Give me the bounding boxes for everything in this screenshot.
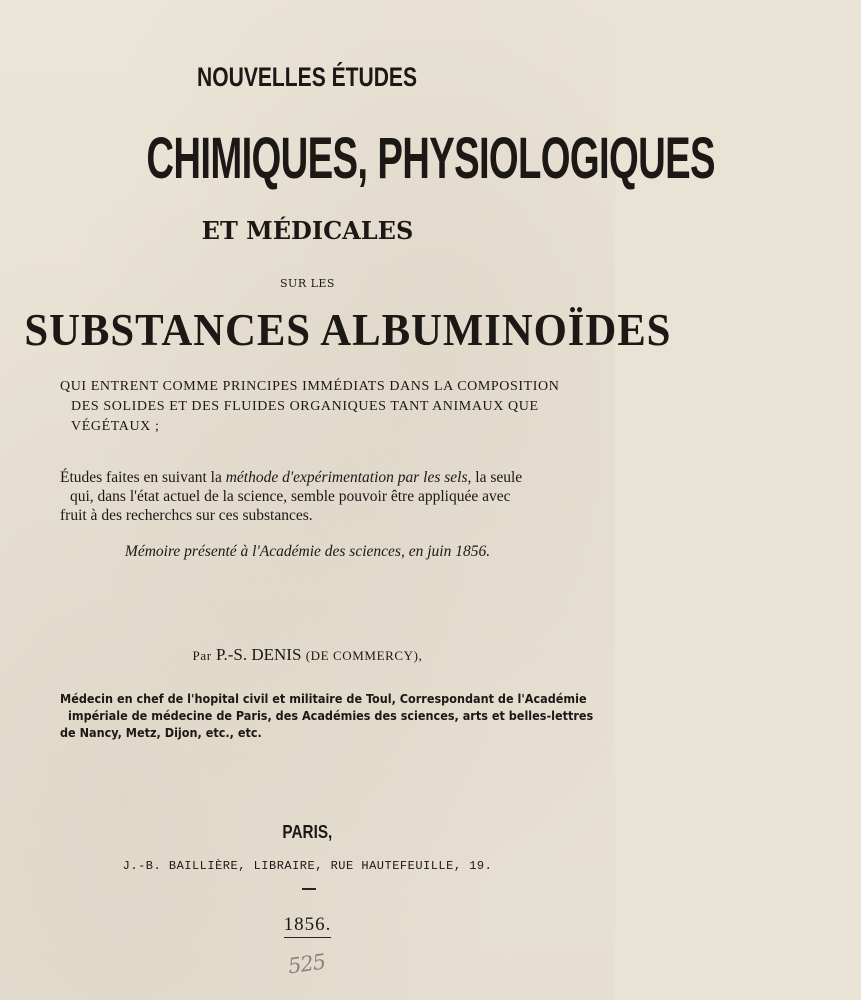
author-line [0,645,615,665]
bio-line: de Nancy, Metz, Dijon, etc., etc. [60,725,262,740]
subtitle-paragraph [60,377,570,437]
method-italic: méthode d'expérimentation par les sels [225,469,468,486]
studies-line: Études faites en suivant la méthode d'expérimentation par les sels, la seule [60,469,523,486]
subtitle-line: DES SOLIDES ET DES FLUIDES ORGANIQUES TANT ANIMAUX QUE [71,399,539,414]
title-line-et-medicales: ET MÉDICALES [201,216,414,245]
title-line-nouvelles-etudes: NOUVELLES ÉTUDES [197,62,418,92]
subtitle-line: VÉGÉTAUX ; [71,419,160,434]
place-of-publication: PARIS, [282,822,333,842]
author-name: P.-S. DENIS [215,645,302,664]
studies-line: qui, dans l'état actuel de la science, semble pouvoir être appliquée avec [70,488,511,505]
author-prefix: Par [192,648,212,663]
title-line-sur-les: SUR LES [280,277,335,290]
bio-line: impériale de médecine de Paris, des Académies des sciences, arts et belles-lettres [68,708,594,723]
memoire-line: Mémoire présenté à l'Académie des sciences, en juin 1856. [124,543,491,560]
title-line-chimiques: CHIMIQUES, PHYSIOLOGIQUES [146,126,715,191]
subtitle-line: QUI ENTRENT COMME PRINCIPES IMMÉDIATS DANS LA COMPOSITION [60,379,560,394]
title-line-substances: SUBSTANCES ALBUMINOÏDES [24,304,672,355]
author-bio [60,690,594,741]
bio-line: Médecin en chef de l'hopital civil et militaire de Toul, Correspondant de l'Académie [60,691,587,706]
separator-dash [302,888,316,890]
studies-paragraph [60,468,575,525]
studies-line: fruit à des recherchcs sur ces substances. [60,507,313,524]
handwritten-note: 525 [286,949,327,979]
publication-year: 1856. [0,914,615,938]
publisher-line: J.-B. BAILLIÈRE, LIBRAIRE, RUE HAUTEFEUILLE, 19. [122,859,493,873]
author-suffix: (DE COMMERCY), [305,648,423,663]
